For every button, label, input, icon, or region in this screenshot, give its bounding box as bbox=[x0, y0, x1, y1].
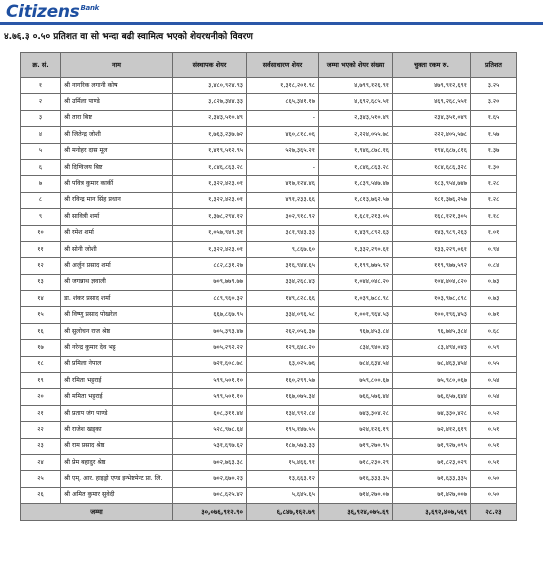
cell-name: श्री प्रमिला नेपाल bbox=[61, 356, 173, 372]
header-percentage: प्रतिशत bbox=[471, 53, 517, 78]
cell-total-shares: २,३४३,५१०.४९ bbox=[319, 110, 393, 126]
cell-paid-up-amount: ७२,४१२,६१९ bbox=[393, 422, 471, 438]
cell-percentage: ०.६८ bbox=[471, 323, 517, 339]
cell-name: श्री रमिता भट्टराई bbox=[61, 373, 173, 389]
cell-percentage: १.२८ bbox=[471, 176, 517, 192]
cell-paid-up-amount: १८३,९५४,७४७ bbox=[393, 176, 471, 192]
cell-promoter-shares: १,३२२,४२३.०१ bbox=[173, 192, 247, 208]
cell-total-shares: १,१९९,७७५.९२ bbox=[319, 258, 393, 274]
cell-sn: १३ bbox=[21, 274, 61, 290]
table-row bbox=[21, 291, 517, 307]
cell-name: श्री उर्मिला पाण्डे bbox=[61, 94, 173, 110]
table-row bbox=[21, 454, 517, 470]
cell-paid-up-amount: ७१,६३३,३३५ bbox=[393, 471, 471, 487]
cell-sn: १६ bbox=[21, 323, 61, 339]
cell-sn: ११ bbox=[21, 241, 61, 257]
cell-public-shares: ५,६४५.६५ bbox=[247, 487, 319, 503]
cell-sn: २३ bbox=[21, 438, 61, 454]
cell-promoter-shares: ७०९,७७९.७७ bbox=[173, 274, 247, 290]
table-row bbox=[21, 127, 517, 143]
cell-name: श्री तारा बिष्ट bbox=[61, 110, 173, 126]
cell-sn: ३ bbox=[21, 110, 61, 126]
cell-sn: १४ bbox=[21, 291, 61, 307]
cell-sn: २४ bbox=[21, 454, 61, 470]
cell-paid-up-amount: ७६,६५७,६४४ bbox=[393, 389, 471, 405]
cell-promoter-shares: ७०५,३९३.४७ bbox=[173, 323, 247, 339]
cell-promoter-shares: १,७६३,२३७.७२ bbox=[173, 127, 247, 143]
table-row bbox=[21, 110, 517, 126]
cell-promoter-shares: ७०२,६७०.२३ bbox=[173, 471, 247, 487]
cell-percentage: ३.२५ bbox=[471, 78, 517, 94]
cell-name: श्री विष्णु प्रसाद पोखरेल bbox=[61, 307, 173, 323]
cell-paid-up-amount: ७५,९८०,०६७ bbox=[393, 373, 471, 389]
cell-promoter-shares: १,३७८,२९४.१२ bbox=[173, 209, 247, 225]
cell-total-shares: २,२२४,०५५.७८ bbox=[319, 127, 393, 143]
table-row bbox=[21, 94, 517, 110]
cell-name: डा. शंकर प्रसाद शर्मा bbox=[61, 291, 173, 307]
cell-name: श्री प्रेम बहादुर श्रेष्ठ bbox=[61, 454, 173, 470]
cell-total-shares: ७१८,२३०.२९ bbox=[319, 454, 393, 470]
cell-public-shares: १५,४६६.९१ bbox=[247, 454, 319, 470]
cell-name: श्री दिग्विजय बिष्ट bbox=[61, 159, 173, 175]
cell-public-shares: ४६०,८१८.०६ bbox=[247, 127, 319, 143]
cell-name: श्री जितेन्द्र जोशी bbox=[61, 127, 173, 143]
cell-public-shares: ६३,०२५.७६ bbox=[247, 356, 319, 372]
table-row bbox=[21, 356, 517, 372]
cell-name: श्री प्रताप जंग पाण्डे bbox=[61, 405, 173, 421]
citizens-bank-logo bbox=[6, 2, 99, 22]
cell-public-shares: ३०२,९१८.९२ bbox=[247, 209, 319, 225]
cell-promoter-shares: ६०८,३११.४४ bbox=[173, 405, 247, 421]
cell-sn: २२ bbox=[21, 422, 61, 438]
table-row bbox=[21, 78, 517, 94]
cell-name: श्री मनोहर दास मूल bbox=[61, 143, 173, 159]
table-row bbox=[21, 422, 517, 438]
cell-total-shares: १,३३२,२९०.६१ bbox=[319, 241, 393, 257]
cell-total-shares: ७२४,१२६.१९ bbox=[319, 422, 393, 438]
cell-total-shares: ७१६,३३३.३५ bbox=[319, 471, 393, 487]
total-percentage: २८.२३ bbox=[471, 504, 517, 521]
cell-promoter-shares: ५९९,५०१.१० bbox=[173, 373, 247, 389]
cell-promoter-shares: ३,८२७,३४४.३३ bbox=[173, 94, 247, 110]
cell-sn: ८ bbox=[21, 192, 61, 208]
cell-paid-up-amount: ४७९,९१२,६९१ bbox=[393, 78, 471, 94]
cell-name: श्री सावित्री शर्मा bbox=[61, 209, 173, 225]
cell-public-shares: ३३४,०९६.५८ bbox=[247, 307, 319, 323]
cell-name: श्री नागरिक लगानी कोष bbox=[61, 78, 173, 94]
table-row bbox=[21, 241, 517, 257]
cell-total-shares: ७५९,८००.६७ bbox=[319, 373, 393, 389]
cell-total-shares: ७४३,३०४.२८ bbox=[319, 405, 393, 421]
cell-percentage: ०.५१ bbox=[471, 438, 517, 454]
cell-paid-up-amount: १८४,६८६,३२८ bbox=[393, 159, 471, 175]
cell-total-shares: १,००१,९६४.५३ bbox=[319, 307, 393, 323]
cell-name: श्री अमित कुमार सुवेदी bbox=[61, 487, 173, 503]
cell-public-shares: २६२,०५६.३७ bbox=[247, 323, 319, 339]
cell-name: श्री अर्जुन प्रसाद शर्मा bbox=[61, 258, 173, 274]
cell-percentage: ०.७३ bbox=[471, 291, 517, 307]
cell-percentage: ०.५१ bbox=[471, 454, 517, 470]
cell-public-shares: १९५,१४७.५५ bbox=[247, 422, 319, 438]
cell-name: श्री नरेन्द्र कुमार देव भट्ट bbox=[61, 340, 173, 356]
cell-public-shares: १२९,६४८.२० bbox=[247, 340, 319, 356]
cell-paid-up-amount: १३३,२२९,०६१ bbox=[393, 241, 471, 257]
total-label: जम्मा bbox=[21, 504, 173, 521]
cell-paid-up-amount: १६८,१२१,३०५ bbox=[393, 209, 471, 225]
cell-name: श्री राजेश खड्का bbox=[61, 422, 173, 438]
cell-public-shares: १,३१८,२०१.९८ bbox=[247, 78, 319, 94]
cell-name: श्री रविन्द्र मान सिंह प्रधान bbox=[61, 192, 173, 208]
cell-name: श्री राम प्रसाद श्रेष्ठ bbox=[61, 438, 173, 454]
cell-percentage: ०.५४ bbox=[471, 373, 517, 389]
cell-sn: १० bbox=[21, 225, 61, 241]
cell-promoter-shares: ७०२,७६३.३८ bbox=[173, 454, 247, 470]
cell-promoter-shares: १,०५७,९४९.३१ bbox=[173, 225, 247, 241]
table-row bbox=[21, 258, 517, 274]
cell-percentage: ०.५१ bbox=[471, 422, 517, 438]
cell-paid-up-amount: ८३,४९४,०४३ bbox=[393, 340, 471, 356]
cell-promoter-shares: ८८२,८३१.२७ bbox=[173, 258, 247, 274]
cell-paid-up-amount: ११९,९७७,५९२ bbox=[393, 258, 471, 274]
table-row bbox=[21, 225, 517, 241]
logo-suffix: Bank bbox=[80, 4, 100, 12]
cell-sn: १२ bbox=[21, 258, 61, 274]
cell-sn: २५ bbox=[21, 471, 61, 487]
cell-public-shares: ९,८६७.६० bbox=[247, 241, 319, 257]
table-row bbox=[21, 209, 517, 225]
cell-total-shares: ४,६९२,६८५.५१ bbox=[319, 94, 393, 110]
cell-name: श्री जगन्नाथ ज्ञवाली bbox=[61, 274, 173, 290]
section-heading: ४.७६.३ ०.५० प्रतिशत वा सो भन्दा बढी स्वामित्व भएको शेयरधनीको विवरण bbox=[4, 32, 253, 42]
cell-percentage: १.३० bbox=[471, 159, 517, 175]
cell-percentage: ०.५४ bbox=[471, 389, 517, 405]
total-paid-up-amount: ३,६९२,४०७,५६९ bbox=[393, 504, 471, 521]
cell-public-shares: १८७,५७३.३३ bbox=[247, 438, 319, 454]
cell-promoter-shares: ५२८,९७८.६४ bbox=[173, 422, 247, 438]
cell-total-shares: १,०३९,७८८.९८ bbox=[319, 291, 393, 307]
total-row bbox=[21, 504, 517, 521]
cell-sn: १७ bbox=[21, 340, 61, 356]
cell-total-shares: ९६७,४५३.८४ bbox=[319, 323, 393, 339]
cell-name: श्री सुलोचन राज श्रेष्ठ bbox=[61, 323, 173, 339]
logo-name: Citizens bbox=[6, 2, 80, 22]
shareholder-table bbox=[20, 52, 517, 521]
cell-promoter-shares: ३,४८०,९२४.९३ bbox=[173, 78, 247, 94]
table-row bbox=[21, 340, 517, 356]
cell-percentage: १.०१ bbox=[471, 225, 517, 241]
cell-public-shares: १६०,२९९.५७ bbox=[247, 373, 319, 389]
cell-public-shares: ४९१,२३३.६६ bbox=[247, 192, 319, 208]
cell-total-shares: ७१९,२७०.९५ bbox=[319, 438, 393, 454]
cell-promoter-shares: १,८४६,८६३.२८ bbox=[173, 159, 247, 175]
header-total-shares: जम्मा भएको शेयर संख्या bbox=[319, 53, 393, 78]
cell-total-shares: ७८४,६३४.५४ bbox=[319, 356, 393, 372]
cell-total-shares: ८३४,९४०.४३ bbox=[319, 340, 393, 356]
total-public-shares: ६,८४७,१६२.७९ bbox=[247, 504, 319, 521]
cell-percentage: १.१८ bbox=[471, 209, 517, 225]
cell-promoter-shares: १,३२२,४२३.०१ bbox=[173, 176, 247, 192]
cell-promoter-shares: ७२१,६०८.७८ bbox=[173, 356, 247, 372]
cell-percentage: ०.९४ bbox=[471, 241, 517, 257]
cell-total-shares: १,८३९,५४७.४७ bbox=[319, 176, 393, 192]
cell-percentage: ०.५९ bbox=[471, 340, 517, 356]
cell-public-shares: ८६५,३४१.१७ bbox=[247, 94, 319, 110]
cell-public-shares: ३१६,९४४.६५ bbox=[247, 258, 319, 274]
cell-promoter-shares: ८८९,९६०.३२ bbox=[173, 291, 247, 307]
cell-name: श्री ममिता भट्टराई bbox=[61, 389, 173, 405]
cell-percentage: १.६५ bbox=[471, 110, 517, 126]
table-row bbox=[21, 192, 517, 208]
table-row bbox=[21, 471, 517, 487]
cell-paid-up-amount: १००,१९६,४५३ bbox=[393, 307, 471, 323]
cell-name: श्री एम्. आर. हाइड्रो एण्ड इन्भेष्टमेन्ट प्रा. लि. bbox=[61, 471, 173, 487]
cell-paid-up-amount: ७१,४२७,००७ bbox=[393, 487, 471, 503]
cell-total-shares: १,९४६,८७८.१६ bbox=[319, 143, 393, 159]
cell-total-shares: ७१४,२७०.०७ bbox=[319, 487, 393, 503]
table-row bbox=[21, 274, 517, 290]
cell-promoter-shares: २,३४३,५१०.४९ bbox=[173, 110, 247, 126]
cell-percentage: ०.५२ bbox=[471, 405, 517, 421]
cell-public-shares: ५२७,३६५.२१ bbox=[247, 143, 319, 159]
cell-sn: २१ bbox=[21, 405, 61, 421]
cell-name: श्री सोनी जोशी bbox=[61, 241, 173, 257]
table-header-row bbox=[21, 53, 517, 78]
cell-percentage: १.२८ bbox=[471, 192, 517, 208]
cell-percentage: १.५७ bbox=[471, 127, 517, 143]
cell-public-shares: ३८१,९४३.३३ bbox=[247, 225, 319, 241]
cell-percentage: ०.५५ bbox=[471, 356, 517, 372]
cell-public-shares: - bbox=[247, 110, 319, 126]
cell-paid-up-amount: १४३,९८९,२६३ bbox=[393, 225, 471, 241]
cell-paid-up-amount: ९६,७४५,३८४ bbox=[393, 323, 471, 339]
cell-public-shares: ३३४,२६८.४३ bbox=[247, 274, 319, 290]
cell-percentage: ३.२० bbox=[471, 94, 517, 110]
cell-sn: १९ bbox=[21, 373, 61, 389]
cell-sn: २ bbox=[21, 94, 61, 110]
cell-paid-up-amount: ७१,९२७,०९५ bbox=[393, 438, 471, 454]
table-row bbox=[21, 323, 517, 339]
cell-public-shares: ४१७,१२४.४६ bbox=[247, 176, 319, 192]
cell-percentage: ०.७३ bbox=[471, 274, 517, 290]
cell-public-shares: १३४,९९२.८४ bbox=[247, 405, 319, 421]
cell-total-shares: १,६८१,२१३.०५ bbox=[319, 209, 393, 225]
cell-promoter-shares: १,३२२,४२३.०१ bbox=[173, 241, 247, 257]
cell-paid-up-amount: ७४,३३०,४२८ bbox=[393, 405, 471, 421]
cell-sn: ४ bbox=[21, 127, 61, 143]
table-row bbox=[21, 438, 517, 454]
table-row bbox=[21, 176, 517, 192]
total-shares: ३६,९२४,०७५.६९ bbox=[319, 504, 393, 521]
cell-total-shares: १,०४४,०४८.२० bbox=[319, 274, 393, 290]
header-name: नाम bbox=[61, 53, 173, 78]
cell-paid-up-amount: २२२,४०५,५७८ bbox=[393, 127, 471, 143]
table-row bbox=[21, 389, 517, 405]
table-row bbox=[21, 373, 517, 389]
cell-paid-up-amount: १९४,६८७,८१६ bbox=[393, 143, 471, 159]
cell-sn: १८ bbox=[21, 356, 61, 372]
cell-percentage: १.३७ bbox=[471, 143, 517, 159]
header-promoter-shares: संस्थापक शेयर bbox=[173, 53, 247, 78]
cell-sn: २६ bbox=[21, 487, 61, 503]
cell-sn: ५ bbox=[21, 143, 61, 159]
table-row bbox=[21, 487, 517, 503]
cell-sn: १५ bbox=[21, 307, 61, 323]
cell-paid-up-amount: ४६९,२६८,५५१ bbox=[393, 94, 471, 110]
table-row bbox=[21, 159, 517, 175]
cell-total-shares: १,८१३,७६२.५७ bbox=[319, 192, 393, 208]
header-rule bbox=[0, 22, 543, 25]
cell-percentage: ०.७१ bbox=[471, 307, 517, 323]
cell-percentage: ०.५० bbox=[471, 487, 517, 503]
cell-total-shares: १,८४६,८६३.२८ bbox=[319, 159, 393, 175]
cell-paid-up-amount: १०३,९७८,८९८ bbox=[393, 291, 471, 307]
cell-name: श्री पवित्र कुमार कार्की bbox=[61, 176, 173, 192]
cell-public-shares: - bbox=[247, 159, 319, 175]
cell-promoter-shares: ७०५,२९२.२२ bbox=[173, 340, 247, 356]
cell-sn: १ bbox=[21, 78, 61, 94]
header-public-shares: सर्वसाधारण शेयर bbox=[247, 53, 319, 78]
cell-total-shares: १,४३९,८९२.६३ bbox=[319, 225, 393, 241]
cell-promoter-shares: ६६७,८६७.९५ bbox=[173, 307, 247, 323]
total-promoter-shares: ३०,०७६,९१२.९० bbox=[173, 504, 247, 521]
cell-promoter-shares: १,४१९,५१२.९५ bbox=[173, 143, 247, 159]
cell-promoter-shares: ७०८,६२५.४२ bbox=[173, 487, 247, 503]
cell-sn: ६ bbox=[21, 159, 61, 175]
header-sn: क्र. सं. bbox=[21, 53, 61, 78]
cell-total-shares: ७६६,५७६.४४ bbox=[319, 389, 393, 405]
cell-paid-up-amount: ७८,४६३,४५४ bbox=[393, 356, 471, 372]
table-row bbox=[21, 143, 517, 159]
cell-public-shares: १३,६६३.१२ bbox=[247, 471, 319, 487]
cell-name: श्री रमेश शर्मा bbox=[61, 225, 173, 241]
cell-public-shares: १४९,८२८.६६ bbox=[247, 291, 319, 307]
cell-promoter-shares: ५९९,५०१.१० bbox=[173, 389, 247, 405]
cell-sn: ९ bbox=[21, 209, 61, 225]
cell-paid-up-amount: १८१,३७६,२५७ bbox=[393, 192, 471, 208]
cell-paid-up-amount: २३४,३५१,०४९ bbox=[393, 110, 471, 126]
cell-sn: ७ bbox=[21, 176, 61, 192]
table-row bbox=[21, 405, 517, 421]
cell-percentage: ०.५० bbox=[471, 471, 517, 487]
cell-sn: २० bbox=[21, 389, 61, 405]
cell-public-shares: १६७,०७५.३४ bbox=[247, 389, 319, 405]
header-paid-up-amount: चुक्ता रकम रु. bbox=[393, 53, 471, 78]
cell-percentage: ०.८४ bbox=[471, 258, 517, 274]
cell-promoter-shares: ५३१,६९७.६२ bbox=[173, 438, 247, 454]
cell-paid-up-amount: ७१,८२३,०२९ bbox=[393, 454, 471, 470]
cell-paid-up-amount: १०४,४०४,८२० bbox=[393, 274, 471, 290]
table-row bbox=[21, 307, 517, 323]
cell-total-shares: ४,७९९,१२६.९१ bbox=[319, 78, 393, 94]
